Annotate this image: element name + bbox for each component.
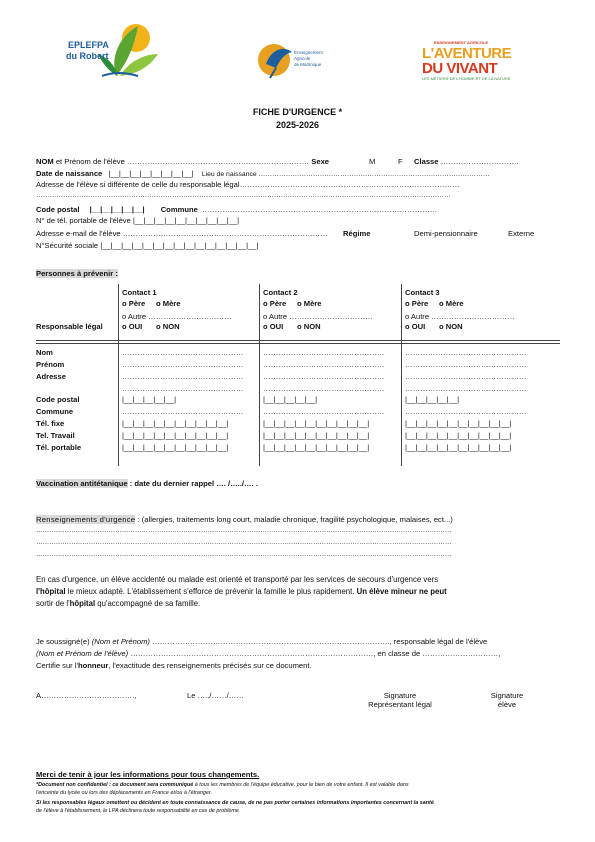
contact-3-title: Contact 3 xyxy=(405,288,440,297)
contact-2-oui[interactable]: o OUI xyxy=(263,322,284,331)
contact-1-non[interactable]: o NON xyxy=(156,322,180,331)
regime-demi-option[interactable]: Demi-pensionnaire xyxy=(414,229,478,238)
exactitude-text: , l'exactitude des renseignements précisés sur ce document. xyxy=(108,661,312,670)
contact-1-pere[interactable]: o Père xyxy=(122,299,146,308)
certifie-text: Certifie sur l' xyxy=(36,661,78,670)
regime-label: Régime xyxy=(343,229,371,238)
eplefpa-line1: EPLEFPA xyxy=(68,40,109,50)
contact-3-adresse-field[interactable]: ………………………………………… xyxy=(405,372,527,381)
contact-3-tel-portable-field[interactable]: |__|__|__|__|__|__|__|__|__|__| xyxy=(405,443,512,452)
dob-label: Date de naissance xyxy=(36,169,103,178)
contact-2-autre[interactable]: o Autre …………………………… xyxy=(263,312,373,321)
contact-1-commune-field[interactable]: ………………………………………… xyxy=(122,407,244,416)
tel-eleve[interactable]: N° de tél. portable de l'élève |__|__|__|__|__|__|__|__|__|__| xyxy=(36,216,240,225)
hummingbird-icon xyxy=(258,38,298,80)
contact-separator xyxy=(36,340,560,341)
sortir-text: sortir de l' xyxy=(36,599,70,608)
commune-field[interactable]: ………………………………………………………………………………… xyxy=(201,205,438,214)
nom-eleve-hint: (Nom et Prénom de l'élève) xyxy=(36,649,129,658)
ea-line3: de Martinique xyxy=(294,62,322,67)
student-name-line xyxy=(36,157,329,166)
ea-line2: Agricole xyxy=(294,56,311,61)
renseignements-label: Renseignements d'urgence xyxy=(36,515,136,524)
renseignements-line xyxy=(36,515,453,524)
logo-eplefpa xyxy=(58,18,168,80)
contact-1-adresse-field[interactable]: ………………………………………… xyxy=(122,372,244,381)
vaccination-date[interactable]: : date du dernier rappel …. /…../…. . xyxy=(127,479,258,488)
contact-3-pere[interactable]: o Père xyxy=(405,299,429,308)
classe-field[interactable]: …………………………. xyxy=(438,157,519,166)
school-year: 2025-2026 xyxy=(275,120,320,130)
contact-2-prenom-field[interactable]: ………………………………………… xyxy=(263,360,385,369)
dob-field[interactable]: |__|__|__|__|__|__|__|__| xyxy=(108,169,194,178)
renseignements-field-2[interactable]: ……………………………………………………………………………………………………………………………………………………………………… xyxy=(36,539,452,546)
row-label-tel-portable: Tél. portable xyxy=(36,443,82,452)
cp-field[interactable]: |__|__|__|__|__| xyxy=(89,205,145,214)
cp-label: Code postal xyxy=(36,205,80,214)
sig2-line1: Signature xyxy=(490,691,524,700)
sig1-line1: Signature xyxy=(383,691,417,700)
footnote-rest: à tous les membres de l'équipe éducative, pour le bien de votre enfant. Il est valable dans xyxy=(193,782,409,788)
contact-3-tel-travail-field[interactable]: |__|__|__|__|__|__|__|__|__|__| xyxy=(405,431,512,440)
contact-1-adresse-field-2[interactable]: ………………………………………… xyxy=(122,384,244,393)
contact-3-tel-fixe-field[interactable]: |__|__|__|__|__|__|__|__|__|__| xyxy=(405,419,512,428)
contact-2-title: Contact 2 xyxy=(263,288,298,297)
contact-2-tel-fixe-field[interactable]: |__|__|__|__|__|__|__|__|__|__| xyxy=(263,419,370,428)
contact-separator-2 xyxy=(36,343,560,344)
dob-line xyxy=(36,169,490,179)
contact-1-autre[interactable]: o Autre …………………………… xyxy=(122,312,232,321)
declaration-line-2[interactable] xyxy=(36,649,500,658)
contact-3-adresse-field-2[interactable]: ………………………………………… xyxy=(405,384,527,393)
renseignements-field-1[interactable]: ……………………………………………………………………………………………………………………………………………………………………… xyxy=(36,527,452,534)
adresse-eleve-dots[interactable]: ………………………………………………………………………………………………………………………………………………………………… xyxy=(36,192,451,199)
row-label-tel-fixe: Tél. fixe xyxy=(36,419,65,428)
contact-1-tel-portable-field[interactable]: |__|__|__|__|__|__|__|__|__|__| xyxy=(122,443,229,452)
regime-externe-option[interactable]: Externe xyxy=(508,229,535,238)
sig1-line2: Représentant légal xyxy=(368,700,432,710)
contact-1-mere[interactable]: o Mère xyxy=(156,299,181,308)
date-signature-field[interactable]: Le …../……/…… xyxy=(187,691,244,700)
declaration-line-3 xyxy=(36,661,312,670)
contact-2-cp-field[interactable]: |__|__|__|__|__| xyxy=(263,395,318,404)
classe-label: Classe xyxy=(414,157,439,166)
contact-divider-1 xyxy=(118,284,119,466)
contact-1-prenom-field[interactable]: ………………………………………… xyxy=(122,360,244,369)
classe-line xyxy=(414,157,519,166)
contact-3-mere[interactable]: o Mère xyxy=(439,299,464,308)
hopital-bold: l'hôpital xyxy=(36,587,66,596)
soussigne-field[interactable]: …………………………………………………………………………………., responsable légal de l'élève xyxy=(149,637,488,646)
responsable-legal-label: Responsable légal xyxy=(36,322,103,331)
contact-1-nom-field[interactable]: ………………………………………… xyxy=(122,348,244,357)
nom-prenom-hint: (Nom et Prénom) xyxy=(91,637,150,646)
eleve-classe-field[interactable]: ……………………………………………………………………………………, en classe de …………………………, xyxy=(128,649,501,658)
urgence-mid: le mieux adapté. L'établissement s'efforce de prévenir la famille le plus rapidement. xyxy=(65,587,357,596)
ea-line1: Enseignement xyxy=(294,50,323,55)
sig2-line2: élève xyxy=(497,700,517,710)
commune-label: Commune xyxy=(160,205,198,214)
footnote-line-1 xyxy=(36,782,409,789)
contact-1-tel-fixe-field[interactable]: |__|__|__|__|__|__|__|__|__|__| xyxy=(122,419,229,428)
contact-2-pere[interactable]: o Père xyxy=(263,299,287,308)
row-label-nom: Nom xyxy=(36,348,53,357)
adv-line1: L'AVENTURE xyxy=(422,45,512,62)
form-title: FICHE D'URGENCE * xyxy=(252,107,343,117)
adresse-eleve[interactable]: Adresse de l'élève si différente de celle du responsable légal…………………………………………………………………………… xyxy=(36,180,460,189)
et-prenom-label: et Prénom de l'élève ……………………………………………………………… xyxy=(53,157,312,166)
adv-top: ENSEIGNEMENT AGRICOLE xyxy=(434,40,489,45)
nom-label: NOM xyxy=(36,157,54,166)
row-label-adresse: Adresse xyxy=(36,372,66,381)
contact-2-adresse-field-2[interactable]: ………………………………………… xyxy=(263,384,385,393)
adv-line2: DU VIVANT xyxy=(422,60,498,77)
urgence-paragraph-2 xyxy=(36,587,447,597)
signature-representant[interactable] xyxy=(360,691,440,710)
contact-3-autre[interactable]: o Autre …………………………… xyxy=(405,312,515,321)
contact-2-nom-field[interactable]: ………………………………………… xyxy=(263,348,385,357)
contact-1-cp-field[interactable]: |__|__|__|__|__| xyxy=(122,395,177,404)
contact-divider-2 xyxy=(259,284,260,466)
footnote-line-3: Si les responsables légaux omettent ou décident en toute connaissance de cause, de ne pas porter certaines informations importantes concernant la santé xyxy=(36,800,434,806)
sexe-label: Sexe xyxy=(311,157,330,166)
contact-divider-3 xyxy=(401,284,402,466)
contact-1-title: Contact 1 xyxy=(122,288,157,297)
renseignements-hint: : (allergies, traitements long court, maladie chronique, fragilité psychologique, malaises, ect...) xyxy=(135,515,453,524)
row-label-prenom: Prénom xyxy=(36,360,65,369)
vaccination-label: Vaccination antitétanique xyxy=(36,479,128,488)
contact-3-oui[interactable]: o OUI xyxy=(405,322,426,331)
lieu-naissance[interactable]: Lieu de naissance ………………………………………………………………………………………… xyxy=(201,171,490,178)
contact-3-cp-field[interactable]: |__|__|__|__|__| xyxy=(405,395,460,404)
vaccination-line[interactable] xyxy=(36,479,258,488)
logo-aventure-du-vivant xyxy=(420,40,530,82)
footnote-line-2: l'enceinte du lycée ou lors des déplacements en France et/ou à l'étranger. xyxy=(36,790,212,796)
contact-2-adresse-field[interactable]: ………………………………………… xyxy=(263,372,385,381)
contact-3-nom-field[interactable]: ………………………………………… xyxy=(405,348,527,357)
soussigne-text: Je soussigné(e) xyxy=(36,637,92,646)
urgence-paragraph-3 xyxy=(36,599,200,609)
contact-3-commune-field[interactable]: ………………………………………… xyxy=(405,407,527,416)
mineur-bold: Un élève mineur ne peut xyxy=(356,587,447,596)
signature-eleve[interactable] xyxy=(482,691,532,710)
contact-1-tel-travail-field[interactable]: |__|__|__|__|__|__|__|__|__|__| xyxy=(122,431,229,440)
row-label-cp: Code postal xyxy=(36,395,80,404)
cp-commune-line xyxy=(36,205,437,214)
merci-notice: Merci de tenir à jour les informations pour tous changements. xyxy=(36,770,260,779)
contact-2-tel-travail-field[interactable]: |__|__|__|__|__|__|__|__|__|__| xyxy=(263,431,370,440)
contact-3-prenom-field[interactable]: ………………………………………… xyxy=(405,360,527,369)
honneur-bold: honneur xyxy=(77,661,109,670)
row-label-tel-travail: Tel. Travail xyxy=(36,431,75,440)
contact-2-commune-field[interactable]: ………………………………………… xyxy=(263,407,385,416)
contacts-heading: Personnes à prévenir : xyxy=(36,269,118,278)
contact-1-oui[interactable]: o OUI xyxy=(122,322,143,331)
email-eleve[interactable]: Adresse e-mail de l'élève ……………………………………………………………………… xyxy=(36,229,328,238)
contact-2-tel-portable-field[interactable]: |__|__|__|__|__|__|__|__|__|__| xyxy=(263,443,370,452)
contact-2-non[interactable]: o NON xyxy=(297,322,321,331)
adv-tag: LES MÉTIERS DE L'HOMME ET DE LA NATURE xyxy=(422,76,511,81)
famille-text: qu'accompagné de sa famille. xyxy=(95,599,201,608)
secu-field[interactable]: N°Sécurité sociale |__|__|__|__|__|__|__|__|__|__|__|__|__|__|__| xyxy=(36,241,259,250)
declaration-line-1[interactable] xyxy=(36,637,487,646)
eplefpa-line2: du Robert xyxy=(66,51,109,61)
renseignements-field-3[interactable]: ……………………………………………………………………………………………………………………………………………………………………… xyxy=(36,551,452,558)
hopital-bold-2: hôpital xyxy=(69,599,96,608)
sexe-f-option[interactable]: F xyxy=(398,157,403,166)
footnote-bold: *Document non confidentiel : ce document sera communiqué xyxy=(36,782,194,788)
lieu-signature-field[interactable]: A………………………………., xyxy=(36,691,137,700)
footnote-line-4: de l'élève à l'établissement, le LPA déclinera toute responsabilité en cas de problème xyxy=(36,808,239,814)
logo-enseignement-agricole xyxy=(258,38,348,80)
row-label-commune: Commune xyxy=(36,407,74,416)
contact-3-non[interactable]: o NON xyxy=(439,322,463,331)
sexe-m-option[interactable]: M xyxy=(369,157,376,166)
urgence-paragraph-1: En cas d'urgence, un élève accidenté ou malade est orienté et transporté par les services de secours d'urgence vers xyxy=(36,575,439,584)
contact-2-mere[interactable]: o Mère xyxy=(297,299,322,308)
